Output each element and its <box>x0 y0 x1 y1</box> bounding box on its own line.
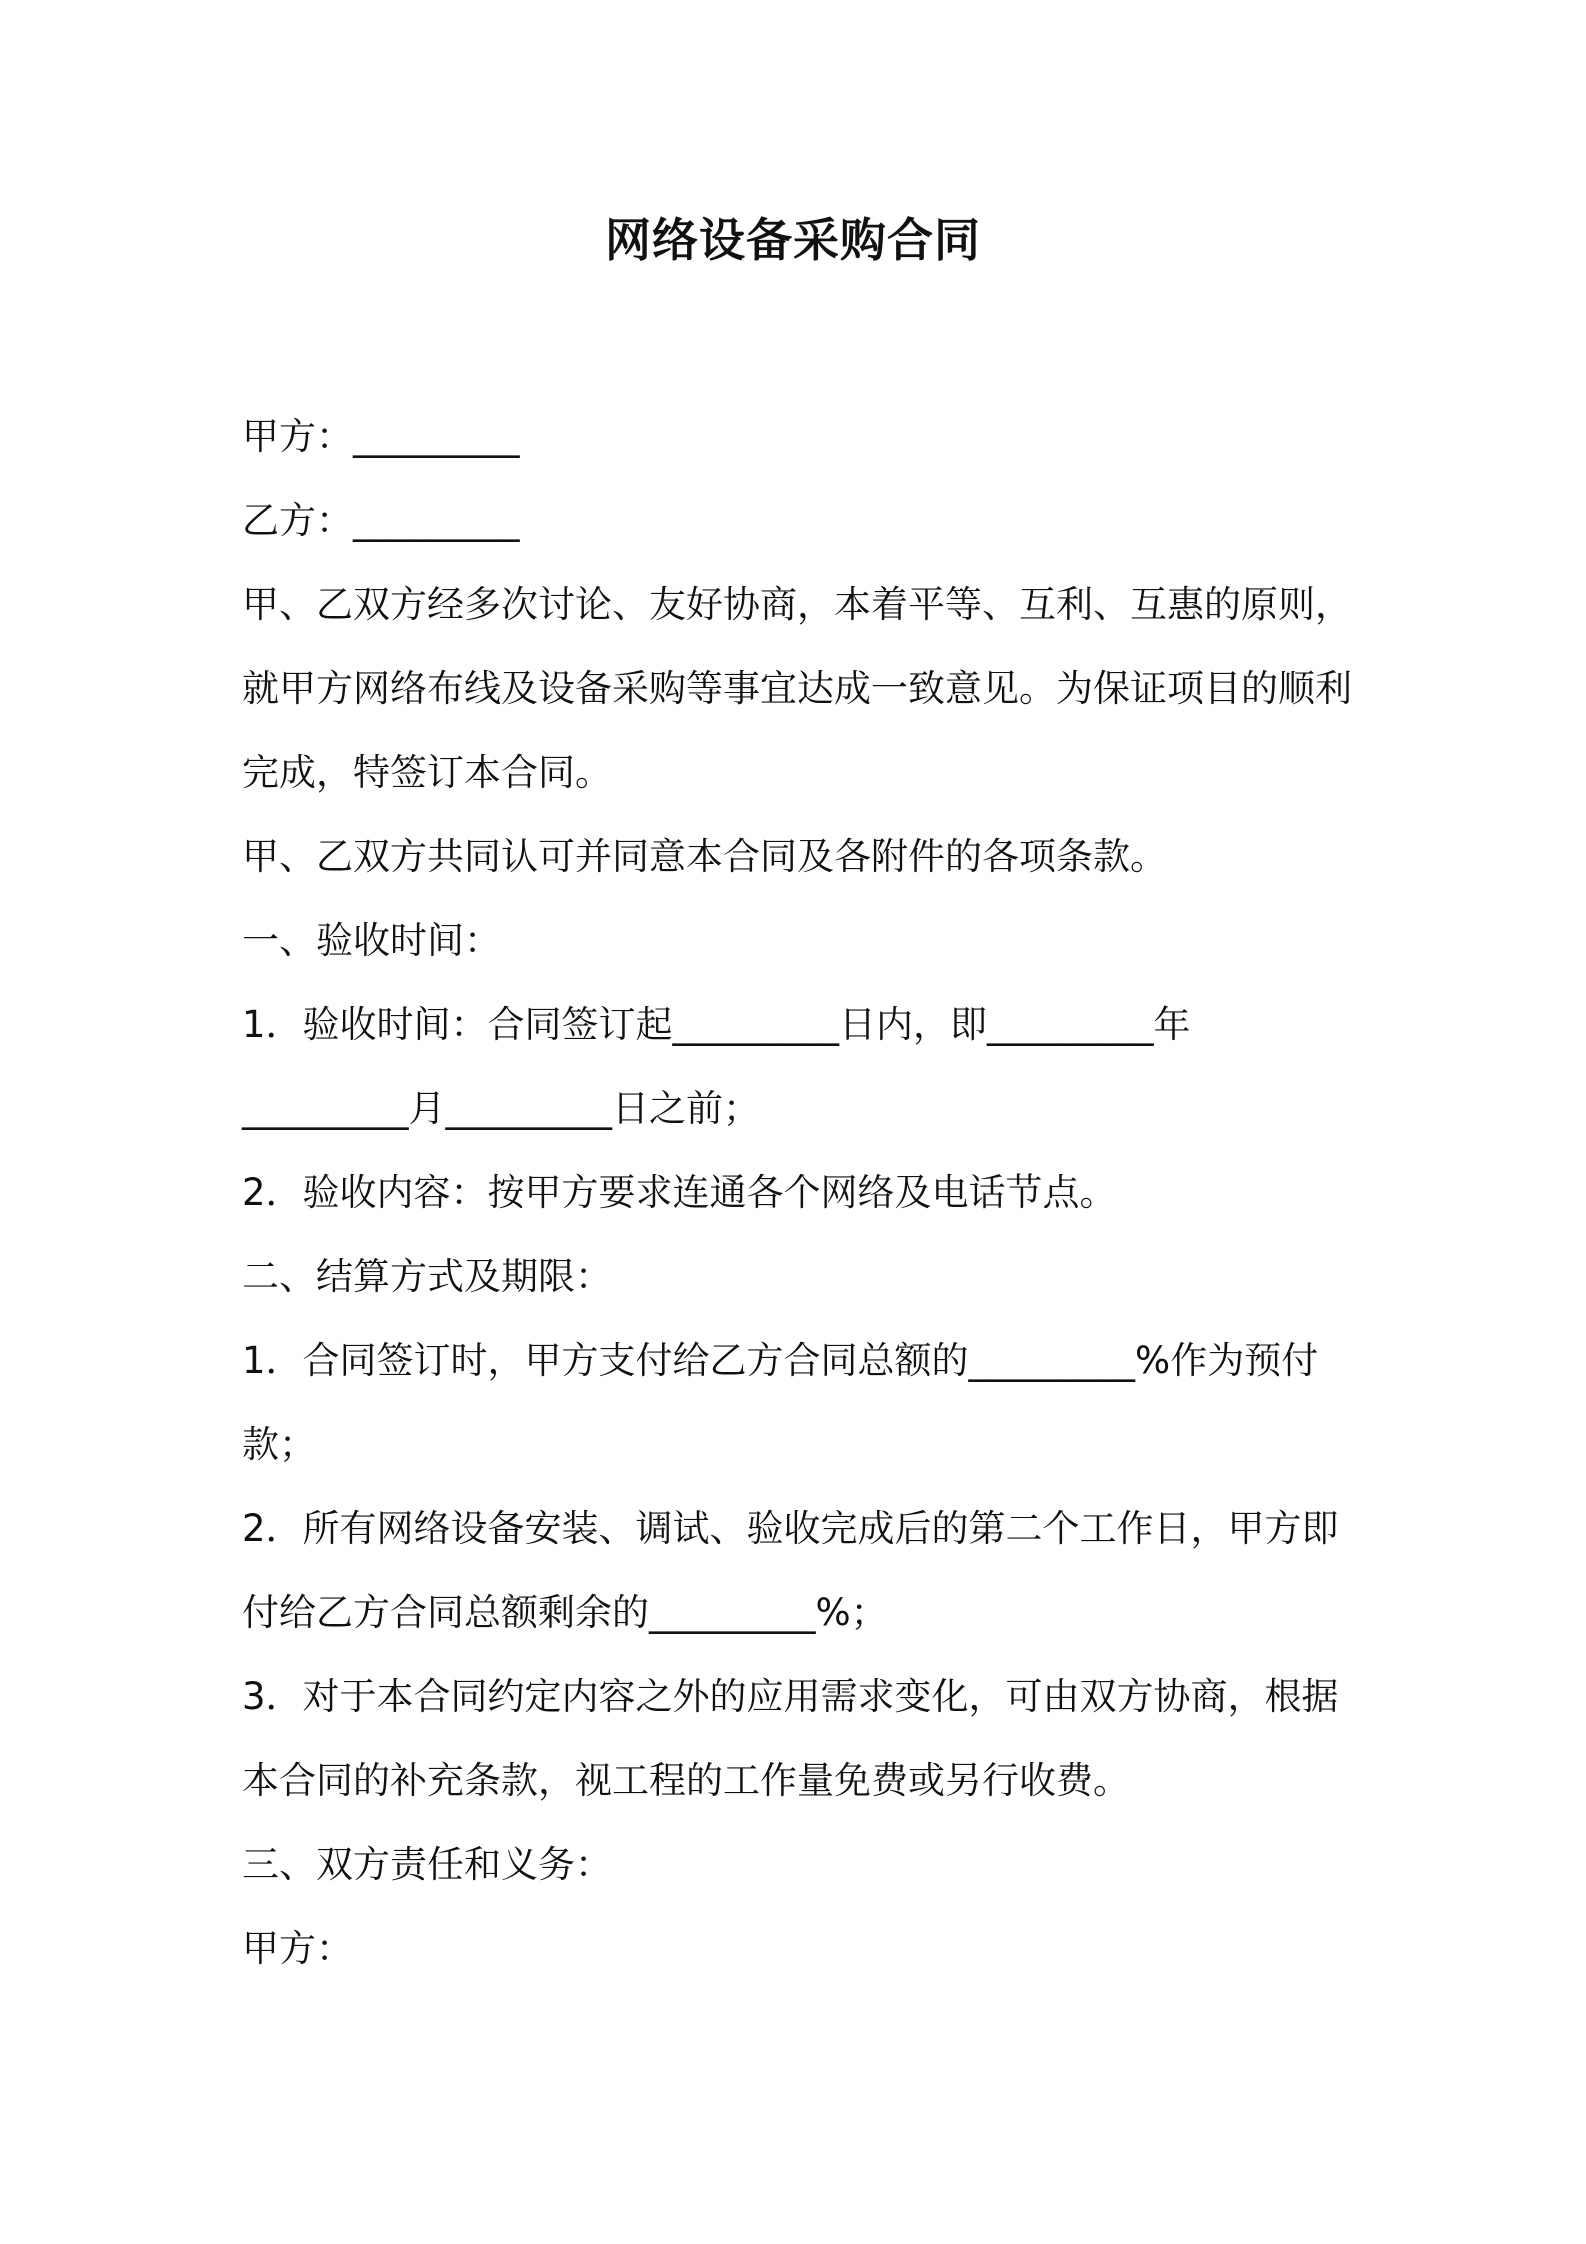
document-title: 网络设备采购合同 <box>605 213 981 267</box>
clause-1-1-line-2: _________月_________日之前； <box>242 1087 760 1130</box>
clause-2-2-line-1: 2．所有网络设备安装、调试、验收完成后的第二个工作日，甲方即 <box>242 1507 1339 1550</box>
section-1-heading: 一、验收时间： <box>242 919 501 962</box>
preamble-line-3: 完成，特签订本合同。 <box>242 751 612 794</box>
preamble-line-2: 就甲方网络布线及设备采购等事宜达成一致意见。为保证项目的顺利 <box>242 667 1352 710</box>
section-3-heading: 三、双方责任和义务： <box>242 1843 612 1886</box>
agreement-line: 甲、乙双方共同认可并同意本合同及各附件的各项条款。 <box>242 835 1167 878</box>
party-a-duties-heading: 甲方： <box>242 1927 353 1970</box>
clause-2-1-line-2: 款； <box>242 1423 316 1466</box>
clause-2-1-line-1: 1．合同签订时，甲方支付给乙方合同总额的_________%作为预付 <box>242 1339 1319 1382</box>
section-2-heading: 二、结算方式及期限： <box>242 1255 612 1298</box>
party-b-line: 乙方：_________ <box>242 499 520 542</box>
clause-2-2-line-2: 付给乙方合同总额剩余的_________%； <box>242 1591 888 1634</box>
clause-1-1-line-1: 1．验收时间：合同签订起_________日内，即_________年 <box>242 1003 1191 1046</box>
preamble-line-1: 甲、乙双方经多次讨论、友好协商，本着平等、互利、互惠的原则， <box>242 583 1352 626</box>
clause-2-3-line-1: 3．对于本合同约定内容之外的应用需求变化，可由双方协商，根据 <box>242 1675 1339 1718</box>
party-a-line: 甲方：_________ <box>242 415 520 458</box>
clause-2-3-line-2: 本合同的补充条款，视工程的工作量免费或另行收费。 <box>242 1759 1130 1802</box>
clause-1-2: 2．验收内容：按甲方要求连通各个网络及电话节点。 <box>242 1171 1117 1214</box>
